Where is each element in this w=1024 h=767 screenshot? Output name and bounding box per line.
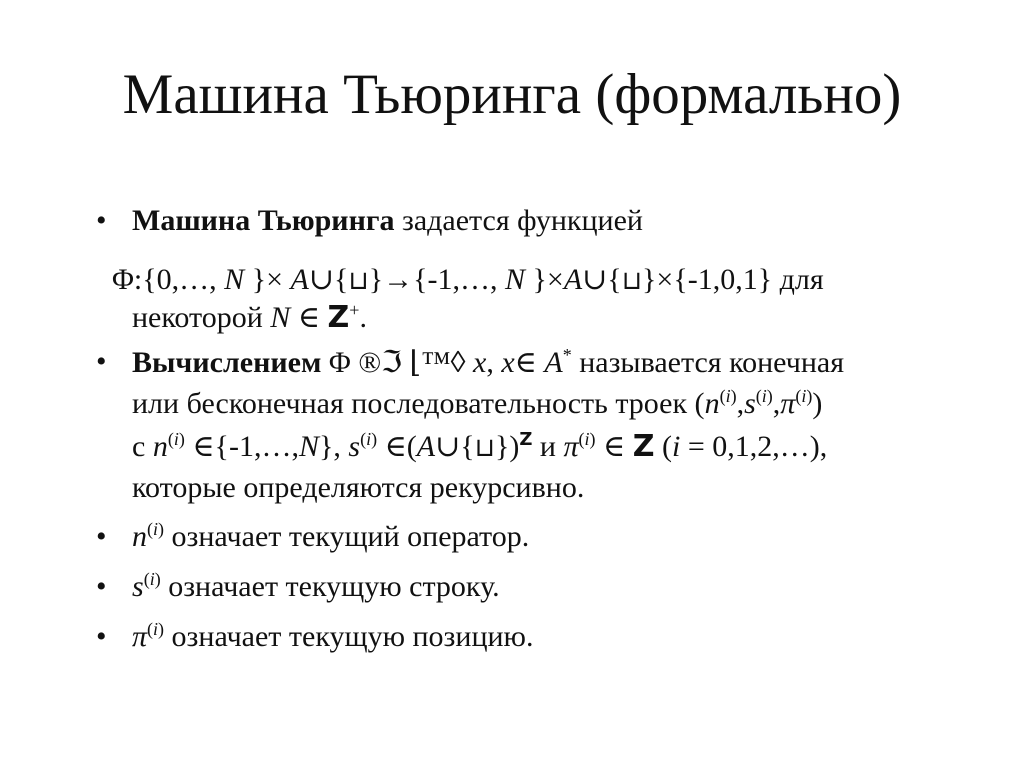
formula-text-1: Φ:{0,…, N }× A∪{⊔}→{-1,…, N }×A∪{⊔}×{-1,0,1} для xyxy=(112,263,824,296)
computation-line-3: с $n^{(i)}$ ∈{-1,…,N}, $s^{(i)}$ ∈(A∪{⊔})$^Z$ и $\pi^{(i)}$ ∈ Z (i = 0,1,2,…), xyxy=(132,429,828,464)
string-line: $s^{(i)}$ означает текущую строку. xyxy=(132,569,500,603)
slide-title: Машина Тьюринга (формально) xyxy=(122,63,902,126)
definition-text: задается функцией xyxy=(394,204,643,237)
term-turing-machine: Машина Тьюринга xyxy=(132,204,395,237)
operator-line: $n^{(i)}$ означает текущий оператор. xyxy=(132,519,530,553)
computation-line-1: Вычислением Φ ®ℑ ⌊™◊ x, x∈ A* называется конечная xyxy=(132,345,845,379)
formula-line-1 xyxy=(112,262,824,297)
position-line: $\pi^{(i)}$ означает текущую позицию. xyxy=(132,619,534,653)
term-computation: Вычислением xyxy=(132,346,322,379)
bullet-marker: • xyxy=(96,345,107,378)
formula-line-2 xyxy=(132,300,367,335)
computation-line-2: или бесконечная последовательность троек $(n^{(i)},s^{(i)},\pi^{(i)})$ xyxy=(132,386,823,420)
formula-text-2: некоторой N ∈ Z+. xyxy=(132,300,367,335)
bullet-marker: • xyxy=(96,520,107,553)
definition-line xyxy=(132,204,643,238)
bullet-marker: • xyxy=(96,204,107,237)
bullet-marker: • xyxy=(96,570,107,603)
bullet-marker: • xyxy=(96,620,107,653)
computation-line-4: которые определяются рекурсивно. xyxy=(132,471,585,504)
